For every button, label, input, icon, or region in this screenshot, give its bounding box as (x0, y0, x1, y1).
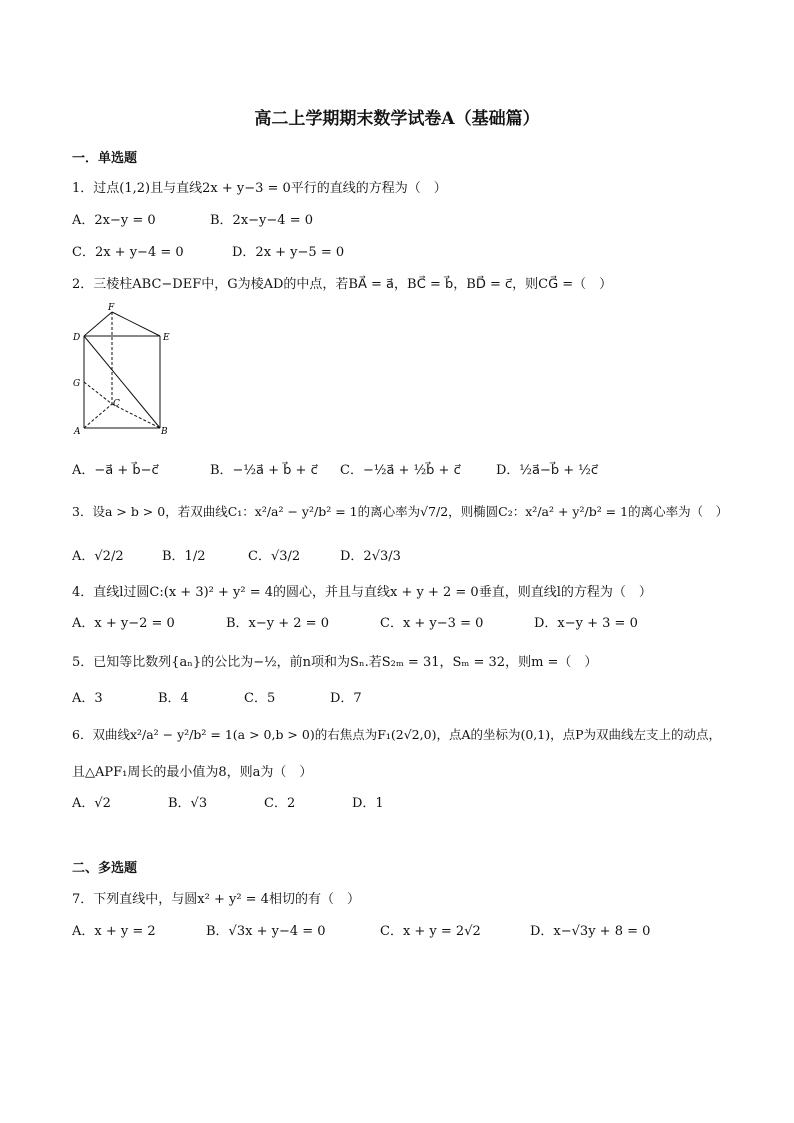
question-6-option-c: C．2 (264, 796, 296, 811)
question-6-stem-line-1: 6．双曲线x²/a² − y²/b² = 1(a > 0,b > 0)的右焦点为F₁(2√2,0)，点A的坐标为(0,1)，点P为双曲线左支上的动点， (72, 727, 722, 742)
question-6-option-d: D．1 (352, 796, 384, 811)
question-3-option-b: B．1/2 (162, 549, 206, 564)
question-3-option-d: D．2√3/3 (340, 549, 401, 564)
section-heading-multiple-choice: 二、多选题 (72, 861, 138, 876)
question-7-option-a: A．x + y = 2 (72, 924, 156, 939)
question-1-option-a: A．2x−y = 0 (72, 213, 156, 228)
question-2-option-c: C．−½a⃗ + ½b⃗ + c⃗ (340, 463, 461, 478)
question-5-option-a: A．3 (72, 691, 103, 706)
question-7-option-c: C．x + y = 2√2 (380, 924, 481, 939)
prism-figure (68, 300, 180, 440)
page-title: 高二上学期期末数学试卷A（基础篇） (254, 109, 540, 129)
question-4-stem: 4．直线l过圆C:(x + 3)² + y² = 4的圆心，并且与直线x + y + 2 = 0垂直，则直线l的方程为（ ） (72, 585, 652, 600)
question-5-option-c: C．5 (244, 691, 276, 706)
question-3-option-a: A．√2/2 (72, 549, 124, 564)
section-heading-single-choice: 一．单选题 (72, 151, 138, 166)
question-1-option-c: C．2x + y−4 = 0 (72, 245, 184, 260)
question-7-stem: 7．下列直线中，与圆x² + y² = 4相切的有（ ） (72, 892, 360, 907)
figure-label-c: C (113, 399, 120, 409)
figure-label-d: D (73, 333, 81, 343)
question-5-stem: 5．已知等比数列{aₙ}的公比为−½，前n项和为Sₙ.若S₂ₘ = 31，Sₘ = 32，则m =（ ） (72, 655, 598, 670)
question-4-option-d: D．x−y + 3 = 0 (534, 616, 638, 631)
question-3-stem: 3．设a > b > 0，若双曲线C₁：x²/a² − y²/b² = 1的离心率为√7/2，则椭圆C₂：x²/a² + y²/b² = 1的离心率为（ ） (72, 504, 729, 519)
question-4-option-a: A．x + y−2 = 0 (72, 616, 175, 631)
question-1-option-d: D．2x + y−5 = 0 (232, 245, 345, 260)
question-2-option-a: A．−a⃗ + b⃗−c⃗ (72, 463, 159, 478)
question-4-option-b: B．x−y + 2 = 0 (226, 616, 329, 631)
question-2-option-b: B．−½a⃗ + b⃗ + c⃗ (210, 463, 318, 478)
question-5-option-b: B．4 (158, 691, 189, 706)
question-4-option-c: C．x + y−3 = 0 (380, 616, 484, 631)
figure-label-a: A (74, 427, 81, 437)
question-1-stem: 1．过点(1,2)且与直线2x + y−3 = 0平行的直线的方程为（ ） (72, 181, 447, 196)
question-7-option-d: D．x−√3y + 8 = 0 (530, 924, 651, 939)
question-5-option-d: D．7 (330, 691, 362, 706)
question-2-option-d: D．½a⃗−b⃗ + ½c⃗ (496, 463, 599, 478)
figure-label-e: E (163, 333, 170, 343)
question-3-option-c: C．√3/2 (248, 549, 301, 564)
figure-label-g: G (73, 379, 81, 389)
question-7-option-b: B．√3x + y−4 = 0 (206, 924, 326, 939)
question-2-stem: 2．三棱柱ABC−DEF中，G为棱AD的中点，若BA⃗ = a⃗，BC⃗ = b⃗，BD⃗ = c⃗，则CG⃗ =（ ） (72, 277, 613, 292)
figure-label-b: B (161, 427, 168, 437)
question-6-option-b: B．√3 (168, 796, 208, 811)
question-6-option-a: A．√2 (72, 796, 111, 811)
figure-label-f: F (108, 303, 115, 313)
question-6-stem-line-2: 且△APF₁周长的最小值为8，则a为（ ） (72, 765, 313, 780)
question-1-option-b: B．2x−y−4 = 0 (210, 213, 313, 228)
